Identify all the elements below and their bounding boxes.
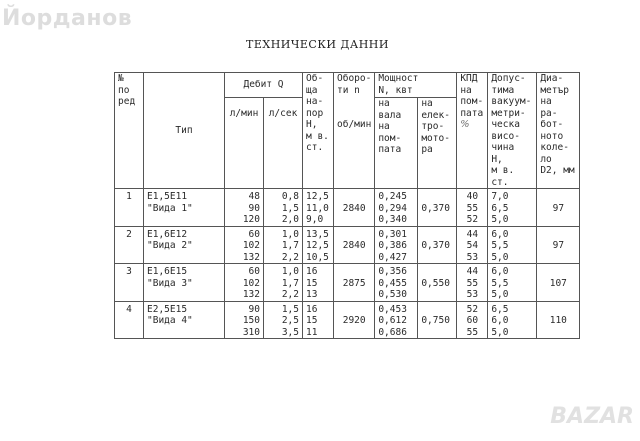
cell-rpm	[334, 226, 375, 240]
header-rpm: Оборо- ти n об/мин	[334, 73, 375, 189]
cell-type: Е2,5Е15	[144, 301, 225, 315]
cell-lsec: 2,2	[264, 252, 303, 264]
cell-vac: 6,0	[488, 226, 537, 240]
header-flow-lsec: л/сек	[264, 98, 303, 189]
cell-type: "Вида 2"	[144, 240, 225, 252]
cell-head: 15	[303, 278, 334, 290]
cell-motor: 0,370	[418, 203, 457, 215]
cell-no	[115, 240, 144, 252]
cell-head: 12,5	[303, 189, 334, 203]
cell-diam	[537, 252, 580, 264]
cell-eff: 53	[457, 289, 488, 301]
cell-lmin: 120	[225, 214, 264, 226]
cell-diam	[537, 264, 580, 278]
cell-diam	[537, 226, 580, 240]
table-row	[115, 264, 580, 278]
cell-no	[115, 315, 144, 327]
header-flow: Дебит Q	[225, 73, 303, 98]
cell-diam: 107	[537, 278, 580, 290]
cell-vac: 5,5	[488, 240, 537, 252]
cell-rpm	[334, 264, 375, 278]
cell-motor	[418, 327, 457, 339]
cell-type	[144, 327, 225, 339]
cell-motor: 0,550	[418, 278, 457, 290]
cell-diam	[537, 289, 580, 301]
cell-lsec: 1,5	[264, 301, 303, 315]
cell-head: 12,5	[303, 240, 334, 252]
cell-shaft: 0,686	[375, 327, 418, 339]
cell-lmin: 132	[225, 289, 264, 301]
cell-head: 10,5	[303, 252, 334, 264]
watermark-logo: BAZAR	[550, 404, 634, 429]
cell-shaft: 0,356	[375, 264, 418, 278]
header-number: № по ред	[115, 73, 144, 189]
cell-motor	[418, 214, 457, 226]
cell-diam: 97	[537, 203, 580, 215]
cell-motor	[418, 189, 457, 203]
table-row	[115, 301, 580, 315]
cell-lsec: 1,7	[264, 240, 303, 252]
cell-lmin: 48	[225, 189, 264, 203]
watermark-text: Йорданов	[2, 6, 133, 31]
cell-lmin: 310	[225, 327, 264, 339]
cell-lmin: 90	[225, 203, 264, 215]
cell-motor	[418, 226, 457, 240]
cell-lsec: 0,8	[264, 189, 303, 203]
cell-rpm: 2875	[334, 278, 375, 290]
cell-lsec: 2,2	[264, 289, 303, 301]
cell-diam	[537, 189, 580, 203]
table-row	[115, 226, 580, 240]
cell-eff: 52	[457, 301, 488, 315]
cell-no	[115, 289, 144, 301]
technical-data-table	[114, 72, 580, 339]
cell-lsec: 1,0	[264, 226, 303, 240]
cell-lmin: 60	[225, 226, 264, 240]
cell-eff: 44	[457, 226, 488, 240]
cell-vac: 5,5	[488, 278, 537, 290]
table-row	[115, 240, 580, 252]
cell-rpm	[334, 214, 375, 226]
cell-vac: 6,5	[488, 203, 537, 215]
cell-eff: 55	[457, 327, 488, 339]
cell-type: Е1,6Е15	[144, 264, 225, 278]
cell-type: "Вида 3"	[144, 278, 225, 290]
cell-lmin: 132	[225, 252, 264, 264]
cell-shaft: 0,455	[375, 278, 418, 290]
cell-lsec: 2,0	[264, 214, 303, 226]
cell-type	[144, 289, 225, 301]
cell-lmin: 90	[225, 301, 264, 315]
cell-shaft: 0,530	[375, 289, 418, 301]
cell-head: 11,0	[303, 203, 334, 215]
cell-lsec: 3,5	[264, 327, 303, 339]
cell-lsec: 1,0	[264, 264, 303, 278]
cell-vac: 6,5	[488, 301, 537, 315]
cell-lsec: 1,5	[264, 203, 303, 215]
cell-motor: 0,750	[418, 315, 457, 327]
cell-rpm	[334, 327, 375, 339]
document-title: ТЕХНИЧЕСКИ ДАННИ	[246, 38, 389, 51]
cell-rpm	[334, 252, 375, 264]
cell-eff: 55	[457, 278, 488, 290]
cell-diam: 97	[537, 240, 580, 252]
cell-motor	[418, 252, 457, 264]
cell-eff: 60	[457, 315, 488, 327]
cell-shaft: 0,301	[375, 226, 418, 240]
cell-type: "Вида 4"	[144, 315, 225, 327]
cell-eff: 55	[457, 203, 488, 215]
header-flow-lmin: л/мин	[225, 98, 264, 189]
cell-no	[115, 327, 144, 339]
cell-diam	[537, 327, 580, 339]
cell-shaft: 0,294	[375, 203, 418, 215]
table-row	[115, 278, 580, 290]
cell-diam: 110	[537, 315, 580, 327]
cell-rpm: 2840	[334, 203, 375, 215]
cell-diam	[537, 214, 580, 226]
cell-eff: 52	[457, 214, 488, 226]
cell-head: 13,5	[303, 226, 334, 240]
header-power: Мощност N, квт	[375, 73, 457, 98]
cell-eff: 44	[457, 264, 488, 278]
cell-type: "Вида 1"	[144, 203, 225, 215]
cell-shaft: 0,386	[375, 240, 418, 252]
cell-head: 15	[303, 315, 334, 327]
cell-no: 1	[115, 189, 144, 203]
cell-shaft: 0,340	[375, 214, 418, 226]
cell-motor	[418, 289, 457, 301]
header-head: Об- ща на- пор Н, м в. ст.	[303, 73, 334, 189]
cell-eff: 40	[457, 189, 488, 203]
cell-lsec: 1,7	[264, 278, 303, 290]
cell-head: 9,0	[303, 214, 334, 226]
cell-shaft: 0,245	[375, 189, 418, 203]
table-row	[115, 327, 580, 339]
cell-type: Е1,6Е12	[144, 226, 225, 240]
cell-head: 16	[303, 264, 334, 278]
cell-vac: 5,0	[488, 289, 537, 301]
table-row	[115, 189, 580, 203]
cell-diam	[537, 301, 580, 315]
cell-head: 11	[303, 327, 334, 339]
cell-rpm: 2840	[334, 240, 375, 252]
cell-no	[115, 214, 144, 226]
cell-lmin: 102	[225, 240, 264, 252]
cell-no	[115, 252, 144, 264]
header-efficiency: КПД на пом- пата %	[457, 73, 488, 189]
cell-vac: 5,0	[488, 214, 537, 226]
cell-rpm	[334, 301, 375, 315]
table-row	[115, 203, 580, 215]
cell-no: 4	[115, 301, 144, 315]
cell-no	[115, 278, 144, 290]
cell-eff: 54	[457, 240, 488, 252]
pencil-note: %	[460, 119, 470, 130]
cell-motor	[418, 264, 457, 278]
cell-rpm	[334, 289, 375, 301]
cell-lmin: 60	[225, 264, 264, 278]
header-power-shaft: на вала на пом- пата	[375, 98, 418, 189]
header-type: Тип	[144, 73, 225, 189]
cell-lsec: 2,5	[264, 315, 303, 327]
cell-lmin: 150	[225, 315, 264, 327]
cell-type	[144, 214, 225, 226]
header-power-motor: на елек- тро- мото- ра	[418, 98, 457, 189]
cell-no: 3	[115, 264, 144, 278]
cell-vac: 6,0	[488, 315, 537, 327]
cell-type: Е1,5Е11	[144, 189, 225, 203]
cell-no	[115, 203, 144, 215]
table-row	[115, 315, 580, 327]
table-body	[115, 189, 580, 339]
table-row	[115, 214, 580, 226]
cell-no: 2	[115, 226, 144, 240]
cell-motor	[418, 301, 457, 315]
cell-head: 13	[303, 289, 334, 301]
cell-shaft: 0,427	[375, 252, 418, 264]
cell-lmin: 102	[225, 278, 264, 290]
table-row	[115, 289, 580, 301]
cell-vac: 5,0	[488, 252, 537, 264]
header-vacuum: Допус- тима вакуум- метри- ческа висо- чина Н, м в. ст.	[488, 73, 537, 189]
cell-eff: 53	[457, 252, 488, 264]
header-diameter: Диа- метър на ра- бот- ното коле- ло D2, мм	[537, 73, 580, 189]
cell-shaft: 0,612	[375, 315, 418, 327]
table-row	[115, 252, 580, 264]
cell-motor: 0,370	[418, 240, 457, 252]
cell-vac: 5,0	[488, 327, 537, 339]
cell-rpm	[334, 189, 375, 203]
cell-vac: 7,0	[488, 189, 537, 203]
cell-shaft: 0,453	[375, 301, 418, 315]
cell-type	[144, 252, 225, 264]
cell-rpm: 2920	[334, 315, 375, 327]
cell-vac: 6,0	[488, 264, 537, 278]
cell-head: 16	[303, 301, 334, 315]
